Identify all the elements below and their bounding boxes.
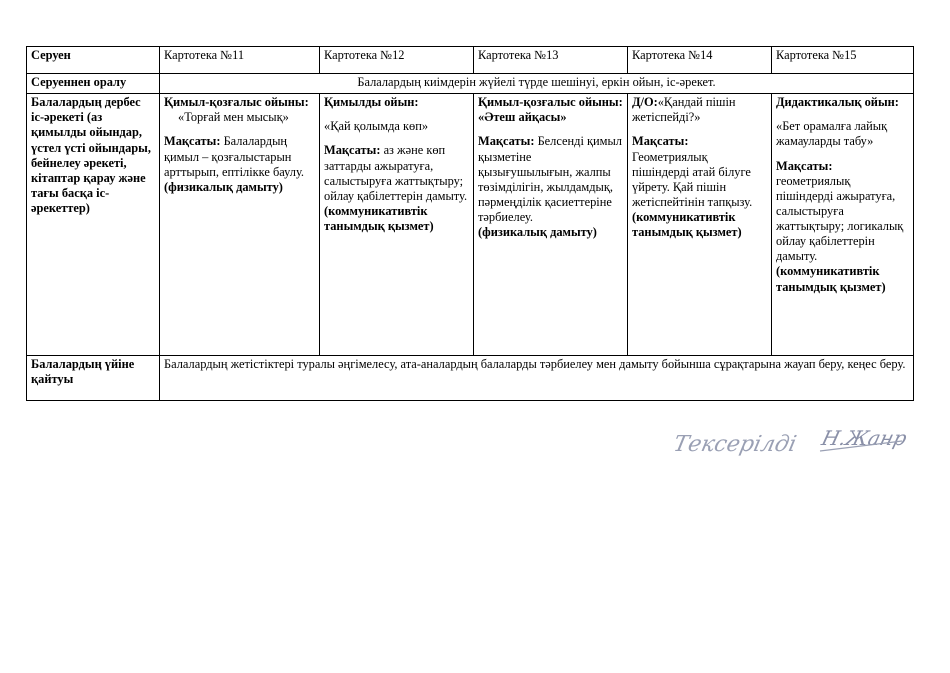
goal-label: Мақсаты:	[478, 134, 535, 149]
game-name: «Қай қолымда көп»	[324, 119, 429, 134]
game-type: Д/О:	[632, 95, 658, 110]
goal-label: Мақсаты:	[776, 158, 833, 173]
activity-cell-4	[628, 94, 772, 356]
row-return-label: Серуеннен оралу	[27, 74, 160, 94]
development-tag: (коммуникативтік танымдық қызмет)	[324, 203, 434, 233]
card-12: Картотека №12	[320, 47, 474, 74]
row-home-label: Балалардың үйіне қайтуы	[27, 356, 160, 401]
game-name: «Қандай пішін жетіспейді?»	[632, 95, 736, 125]
card-15: Картотека №15	[772, 47, 914, 74]
row-home-text: Балалардың жетістіктері туралы әңгімелесу, ата-аналардың балаларды тәрбиелеу мен дамыту бойынша сұрақтарына жауап беру, кеңес беру.	[160, 356, 914, 401]
activity-cell-3	[474, 94, 628, 356]
row-home	[27, 356, 914, 401]
goal-label: Мақсаты:	[164, 134, 221, 149]
row-return-text: Балалардың киімдерін жүйелі түрде шешінуі, еркін ойын, іс-әрекет.	[160, 74, 914, 94]
signature-word: Тексерілді	[671, 431, 799, 457]
row-return	[27, 74, 914, 94]
game-type: Қимыл-қозғалыс ойыны:	[164, 95, 309, 110]
activity-cell-5	[772, 94, 914, 356]
card-13: Картотека №13	[474, 47, 628, 74]
signature-stamp	[670, 415, 910, 465]
goal-text: Геометриялық пішіндерді атай білуге үйрету. Қай пішін жетіспейтінін тапқызу.	[632, 149, 753, 209]
row-walk-label: Серуен	[27, 47, 160, 74]
row-activity-label: Балалардың дербес іс-әрекеті (аз қимылды ойындар, үстел үсті ойындары, бейнелеу әрекеті, кітаптар қарау және тағы басқа іс-әрекеттер)	[27, 94, 160, 356]
card-14: Картотека №14	[628, 47, 772, 74]
game-type: Қимылды ойын:	[324, 95, 419, 110]
development-tag: (коммуникативтік танымдық қызмет)	[776, 264, 886, 294]
goal-text: Белсенді қимыл қызметіне қызығушылығын, жалпы төзімділігін, жылдамдық, пәрмеңділік қасиеттеріне тәрбиелеу.	[478, 134, 622, 224]
game-name: «Әтеш айқасы»	[478, 110, 567, 125]
goal-text: Балалардың қимыл – қозғалыстарын арттырып, ептілікке баулу.	[164, 134, 305, 179]
row-walk	[27, 47, 914, 74]
game-name: «Торғай мен мысық»	[178, 110, 289, 125]
development-tag: (физикалық дамыту)	[164, 179, 283, 194]
plan-table	[26, 46, 914, 401]
activity-cell-1	[160, 94, 320, 356]
card-11: Картотека №11	[160, 47, 320, 74]
game-type: Қимыл-қозғалыс ойыны:	[478, 95, 623, 110]
goal-text: аз және көп заттарды ажыратуға, салыстыруға жаттықтыру; ойлау қабілеттерін дамыту.	[324, 143, 468, 203]
goal-text: геометриялық пішіндерді ажыратуға, салыстыруға жаттықтыру; логикалық ойлау қабілеттерін дамыту.	[776, 173, 904, 264]
development-tag: (коммуникативтік танымдық қызмет)	[632, 210, 742, 240]
row-activity	[27, 94, 914, 356]
development-tag: (физикалық дамыту)	[478, 225, 597, 240]
goal-label: Мақсаты:	[324, 143, 381, 158]
game-type: Дидактикалық ойын:	[776, 95, 899, 110]
activity-cell-2	[320, 94, 474, 356]
goal-label: Мақсаты:	[632, 134, 689, 149]
game-name: «Бет орамалға лайық жамауларды табу»	[776, 119, 888, 149]
signature-initials: Н.Жанр	[819, 426, 910, 450]
